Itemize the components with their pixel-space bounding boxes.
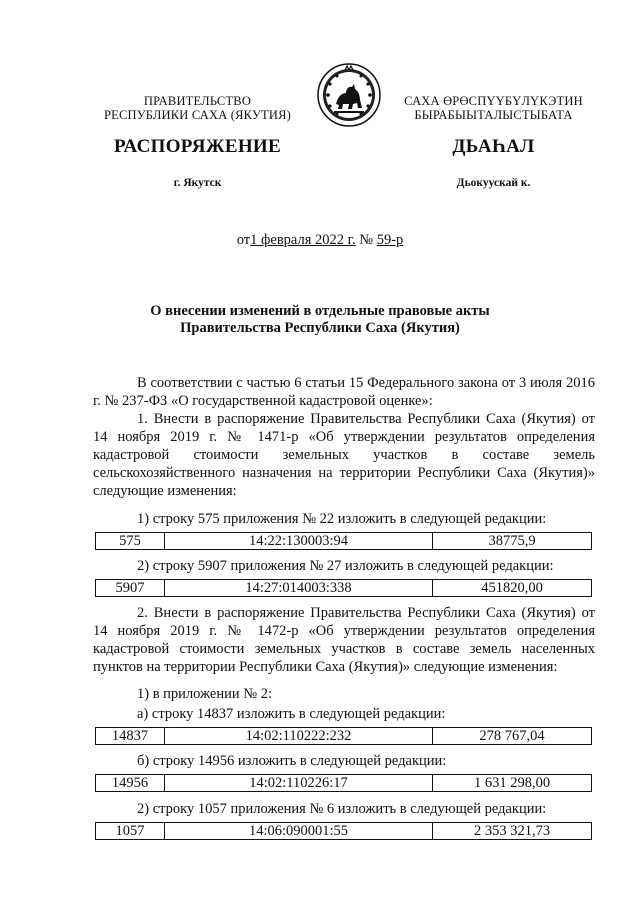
cadastral-value: 38775,9 (433, 533, 592, 550)
row-number: 1057 (96, 823, 165, 840)
table-row-5907 (95, 579, 592, 597)
number-prefix: № (359, 232, 374, 248)
cadastral-number: 14:02:110226:17 (165, 775, 433, 792)
left-org-line2: РЕСПУБЛИКИ САХА (ЯКУТИЯ) (104, 108, 291, 122)
doc-type-left: РАСПОРЯЖЕНИЕ (114, 136, 281, 157)
cadastral-value: 2 353 321,73 (433, 823, 592, 840)
cadastral-value: 451820,00 (433, 580, 592, 597)
city-left: г. Якутск (173, 177, 222, 189)
cadastral-number: 14:02:110222:232 (165, 728, 433, 745)
left-org-line1: ПРАВИТЕЛЬСТВО (143, 94, 252, 108)
city-right: Дьокуускай к. (456, 177, 531, 189)
cadastral-value: 1 631 298,00 (433, 775, 592, 792)
row-number: 14837 (96, 728, 165, 745)
item1-sub1: 1) строку 575 приложения № 22 изложить в следующей редакции: (137, 511, 547, 527)
item2-sub1b: б) строку 14956 изложить в следующей редакции: (137, 753, 447, 769)
item2-paragraph: 2. Внести в распоряжение Правительства Республики Саха (Якутия) от 14 ноября 2019 г. № 1472-р «Об утверждении результатов определения кадастровой стоимости земельных участков в составе земель населенных пунктов на территории Республики Саха (Якутия)» следующие изменения: (93, 605, 595, 675)
preamble-paragraph: В соответствии с частью 6 статьи 15 Федерального закона от 3 июля 2016 г. № 237-ФЗ «О государственной кадастровой оценке»: (93, 375, 595, 409)
cadastral-number: 14:06:090001:55 (165, 823, 433, 840)
cadastral-number: 14:27:014003:338 (165, 580, 433, 597)
right-org-line2: БЫРАБЫЫТАЛЫСТЫБАТА (414, 108, 573, 122)
doc-type-right: ДЬАҺАЛ (452, 136, 535, 157)
item1-sub2: 2) строку 5907 приложения № 27 изложить в следующей редакции: (137, 558, 554, 574)
date-prefix: от (236, 232, 251, 248)
item2-sub1a: а) строку 14837 изложить в следующей редакции: (137, 706, 446, 722)
document-title (0, 303, 640, 337)
right-org-line1: САХА ӨРӨСПҮҮБҮЛҮКЭТИН (404, 94, 583, 108)
row-number: 5907 (96, 580, 165, 597)
title-line1: О внесении изменений в отдельные правовые акты (150, 303, 490, 319)
document-number: 59-р (376, 232, 404, 248)
cadastral-number: 14:22:130003:94 (165, 533, 433, 550)
table-row-14956 (95, 774, 592, 792)
table-row-14837 (95, 727, 592, 745)
item1-paragraph: 1. Внести в распоряжение Правительства Республики Саха (Якутия) от 14 ноября 2019 г. № 1471-р «Об утверждении результатов определения кадастровой стоимости земельных участков в составе земель сельскохозяйственного назначения на территории Республики Саха (Якутия)» следующие изменения: (93, 411, 595, 499)
row-number: 575 (96, 533, 165, 550)
date-line (0, 232, 640, 249)
right-org-name (386, 94, 601, 122)
table-row-575 (95, 532, 592, 550)
item2-sub2: 2) строку 1057 приложения № 6 изложить в следующей редакции: (137, 801, 547, 817)
coat-of-arms-icon (316, 62, 382, 128)
item2-sub1: 1) в приложении № 2: (137, 686, 272, 702)
table-row-1057 (95, 822, 592, 840)
row-number: 14956 (96, 775, 165, 792)
document-date: 1 февраля 2022 г. (250, 232, 356, 248)
title-line2: Правительства Республики Саха (Якутия) (180, 320, 460, 336)
left-org-name (90, 94, 305, 122)
cadastral-value: 278 767,04 (433, 728, 592, 745)
